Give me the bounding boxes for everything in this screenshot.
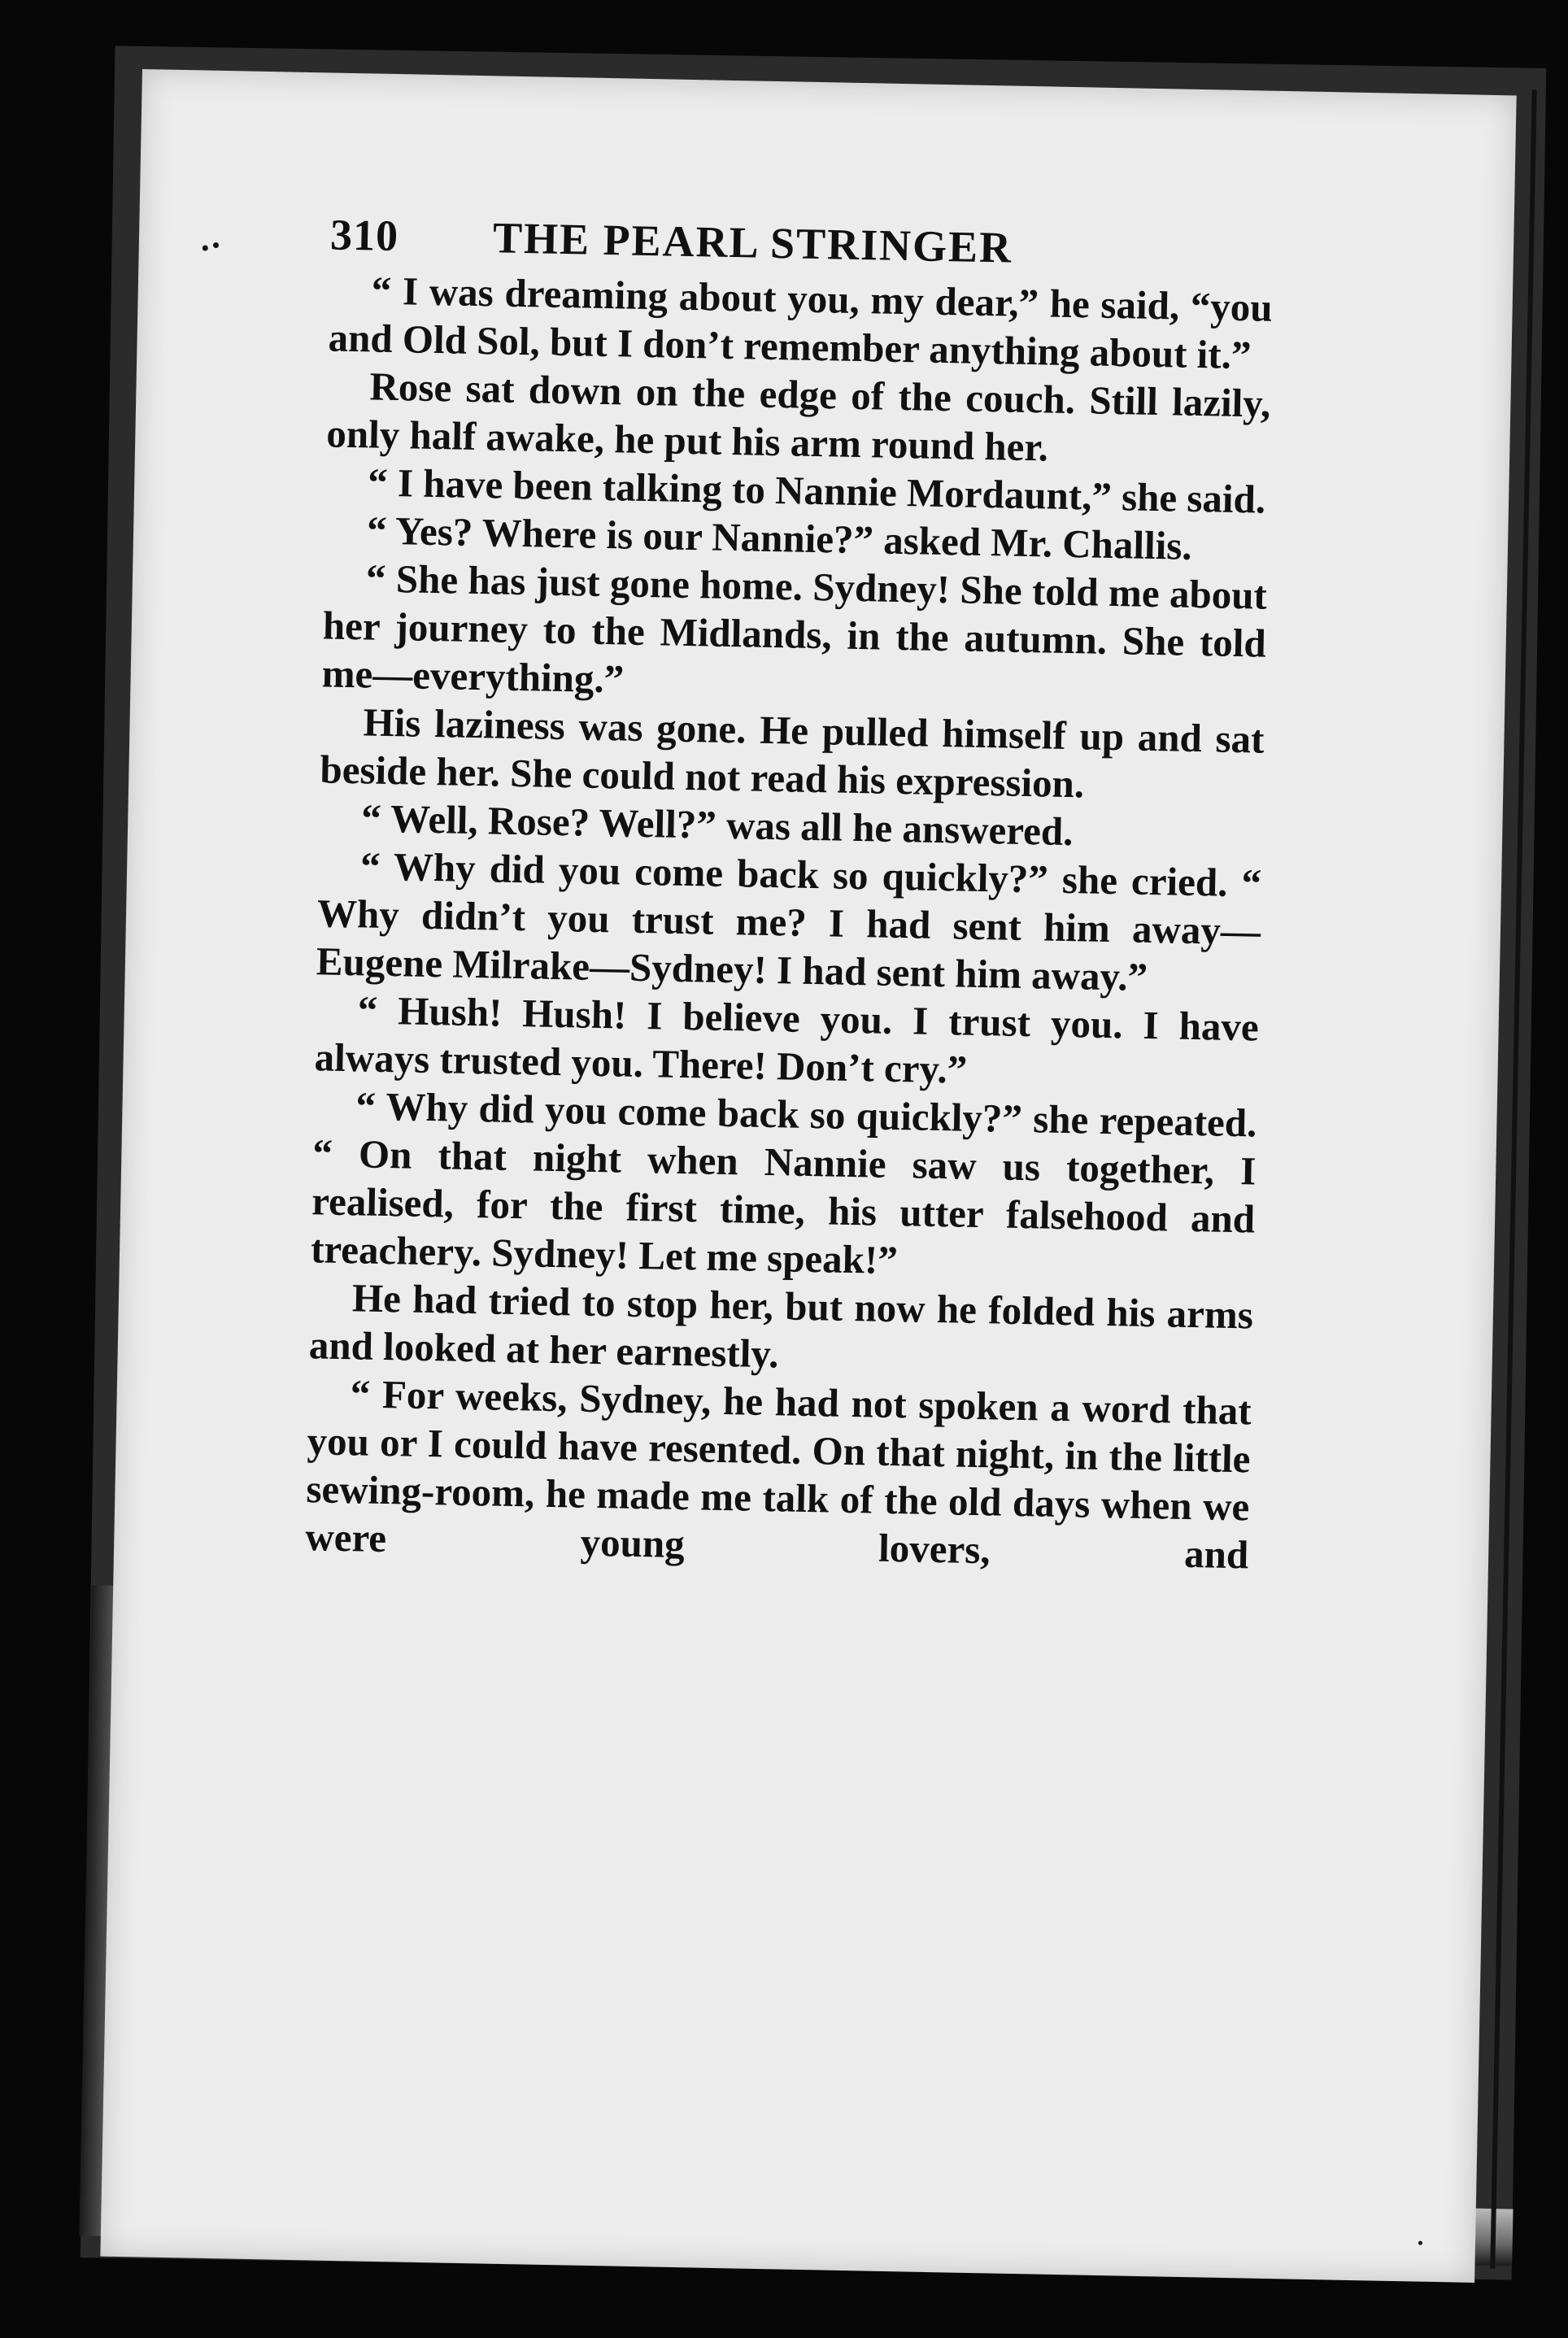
paragraph: “ Yes? Where is our Nannie?” asked Mr. Challis. — [366, 507, 1193, 568]
paragraph: “ I was dreaming about you, my dear,” he said, “you and Old Sol, but I don’t remember anything about it.” — [328, 268, 1274, 378]
paragraph: “ She has just gone home. Sydney! She told me about her journey to the Midlands, in the autumn. She told me—everything.” — [321, 555, 1268, 702]
paragraph: His laziness was gone. He pulled himself up and sat beside her. She could not read his expression. — [319, 699, 1265, 807]
paragraph: “ For weeks, Sydney, he had not spoken a word that you or I could have resented. On that night, in the little sewing-room, he made me talk of the old days when we were young lovers, and — [304, 1371, 1252, 1578]
paragraph: “ Why did you come back so quickly?” she cried. “ Why didn’t you trust me? I had sent him away—Eugene Milrake—Sydney! I had sent him away.” — [316, 843, 1262, 999]
ink-speck — [213, 242, 219, 248]
paragraph: “ Hush! Hush! I believe you. I trust you. I have always trusted you. There! Don’t cry.” — [314, 987, 1260, 1092]
page-header — [330, 211, 1274, 276]
book-page — [100, 69, 1516, 2283]
paragraph: “ Well, Rose? Well?” was all he answered. — [360, 795, 1074, 855]
paragraph: Rose sat down on the edge of the couch. Still lazily, only half awake, he put his arm round her. — [325, 364, 1271, 470]
paragraph: “ Why did you come back so quickly?” she repeated. “ On that night when Nannie saw us together, I realised, for the first time, his utter falsehood and treachery. Sydney! Let me speak!” — [310, 1083, 1257, 1283]
paragraph: He had tried to stop her, but now he folded his arms and looked at her earnestly. — [308, 1275, 1254, 1377]
page-text — [305, 211, 1274, 1578]
page-number: 310 — [329, 210, 399, 261]
running-title: THE PEARL STRINGER — [492, 213, 1013, 272]
ink-speck — [203, 245, 208, 250]
ink-speck — [1418, 2241, 1422, 2245]
paragraph: “ I have been talking to Nannie Mordaunt,” she said. — [367, 459, 1266, 522]
